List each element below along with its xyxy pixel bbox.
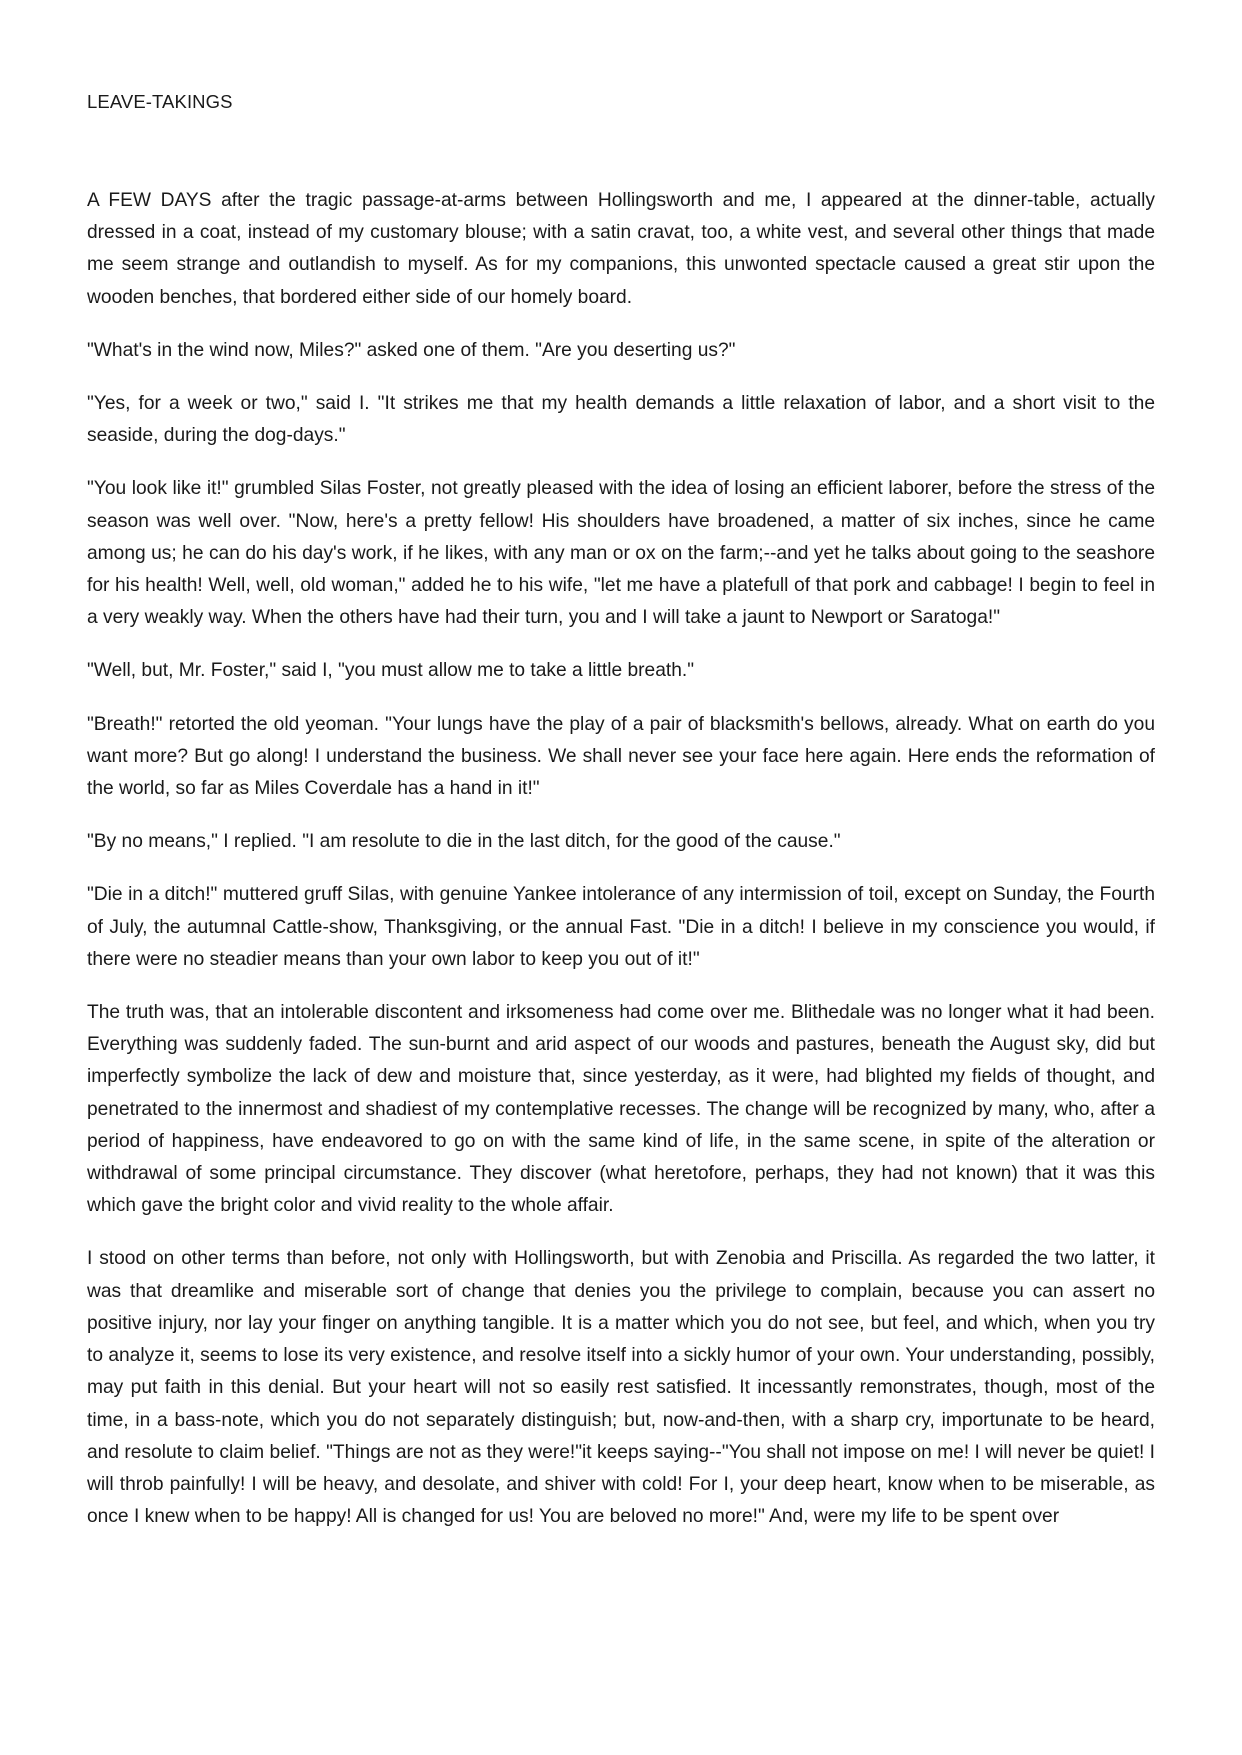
document-page [87, 86, 1155, 1554]
paragraph: "Breath!" retorted the old yeoman. "Your lungs have the play of a pair of blacksmith's bellows, already. What on earth do you want more? But go along! I understand the business. We shall never see your face here again. Here ends the reformation of the world, so far as Miles Coverdale has a hand in it!" [87, 713, 1155, 800]
paragraph: "What's in the wind now, Miles?" asked one of them. "Are you deserting us?" [87, 339, 736, 361]
paragraph: "You look like it!" grumbled Silas Foster, not greatly pleased with the idea of losing an efficient laborer, before the stress of the season was well over. "Now, here's a pretty fellow! His shoulders have broadened, a matter of six inches, since he came among us; he can do his day's work, if he likes, with any man or ox on the farm;--and yet he talks about going to the seashore for his health! Well, well, old woman," added he to his wife, "let me have a platefull of that pork and cabbage! I begin to feel in a very weakly way. When the others have had their turn, you and I will take a jaunt to Newport or Saratoga!" [87, 478, 1155, 629]
paragraph: "Well, but, Mr. Foster," said I, "you must allow me to take a little breath." [87, 660, 695, 682]
chapter-title: LEAVE-TAKINGS [87, 91, 233, 112]
paragraph: The truth was, that an intolerable discontent and irksomeness had come over me. Blithedale was no longer what it had been. Everything was suddenly faded. The sun-burnt and arid aspect of our woods and pastures, beneath the August sky, did but imperfectly symbolize the lack of dew and moisture that, since yesterday, as it were, had blighted my fields of thought, and penetrated to the innermost and shadiest of my contemplative recesses. The change will be recognized by many, who, after a period of happiness, have endeavored to go on with the same kind of life, in the same scene, in spite of the alteration or withdrawal of some principal circumstance. They discover (what heretofore, perhaps, they had not known) that it was this which gave the bright color and vivid reality to the whole affair. [87, 1002, 1155, 1217]
paragraph: "Yes, for a week or two," said I. "It strikes me that my health demands a little relaxation of labor, and a short visit to the seaside, during the dog-days." [87, 393, 1155, 447]
paragraph: "By no means," I replied. "I am resolute to die in the last ditch, for the good of the cause." [87, 831, 841, 853]
paragraph: I stood on other terms than before, not only with Hollingsworth, but with Zenobia and Priscilla. As regarded the two latter, it was that dreamlike and miserable sort of change that denies you the privilege to complain, because you can assert no positive injury, nor lay your finger on anything tangible. It is a matter which you do not see, but feel, and which, when you try to analyze it, seems to lose its very existence, and resolve itself into a sickly humor of your own. Your understanding, possibly, may put faith in this denial. But your heart will not so easily rest satisfied. It incessantly remonstrates, though, most of the time, in a bass-note, which you do not separately distinguish; but, now-and-then, with a sharp cry, importunate to be heard, and resolute to claim belief. "Things are not as they were!"it keeps saying--"You shall not impose on me! I will never be quiet! I will throb painfully! I will be heavy, and desolate, and shiver with cold! For I, your deep heart, know when to be miserable, as once I knew when to be happy! All is changed for us! You are beloved no more!" And, were my life to be spent over [87, 1248, 1155, 1528]
paragraph: "Die in a ditch!" muttered gruff Silas, with genuine Yankee intolerance of any intermission of toil, except on Sunday, the Fourth of July, the autumnal Cattle-show, Thanksgiving, or the annual Fast. "Die in a ditch! I believe in my conscience you would, if there were no steadier means than your own labor to keep you out of it!" [87, 884, 1155, 970]
paragraph: A FEW DAYS after the tragic passage-at-arms between Hollingsworth and me, I appeared at the dinner-table, actually dressed in a coat, instead of my customary blouse; with a satin cravat, too, a white vest, and several other things that made me seem strange and outlandish to myself. As for my companions, this unwonted spectacle caused a great stir upon the wooden benches, that bordered either side of our homely board. [87, 190, 1155, 308]
